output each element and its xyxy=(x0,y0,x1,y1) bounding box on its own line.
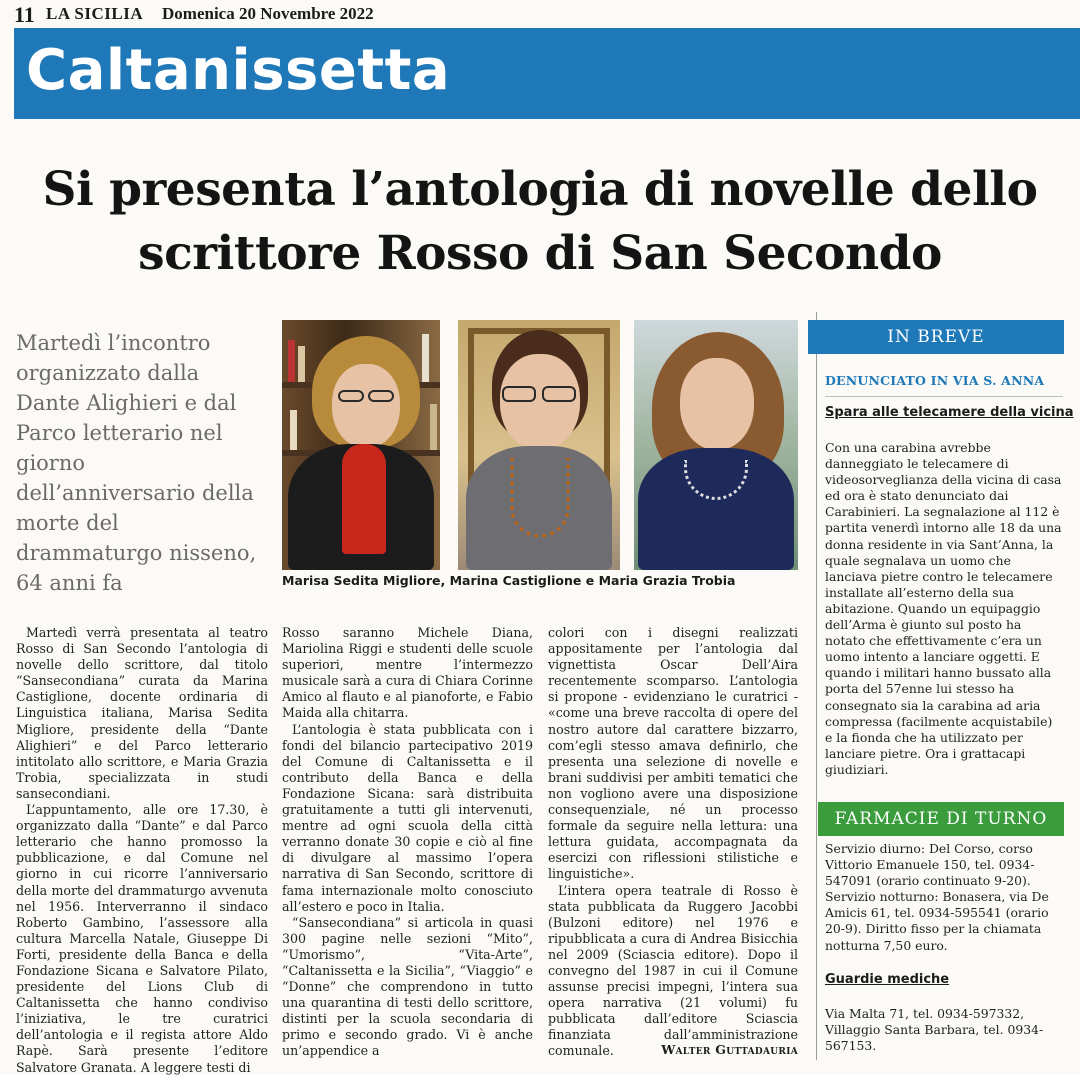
section-banner xyxy=(14,28,1080,119)
article-paragraph: “Sansecondiana” si articola in quasi 300 pagine nelle sezioni “Mito”, “Umorismo”, “Vita-Arte”, “Caltanissetta e la Sicilia”, “Viaggio” e “Donne” che comprendono in tutto una quarantina di testi dello scrittore, distinti per la scuola secondaria di primo e secondo grado. Vi è anche un’appendice a xyxy=(282,914,533,1059)
article-paragraph: Rosso saranno Michele Diana, Mariolina Riggi e studenti delle scuole superiori, mentre l’intermezzo musicale sarà a cura di Chiara Corinne Amico al flauto e al pianoforte, e Fabio Maida alla chitarra. xyxy=(282,625,533,721)
portrait-photo-3 xyxy=(634,320,798,570)
article-paragraph: L’intera opera teatrale di Rosso è stata pubblicata da Ruggero Jacobbi (Bulzoni editore) nel 1976 e ripubblicata a cura di Andrea Bisicchia nel 2009 (Sciascia editore). Dopo il convegno del 1987 in cui il Comune assunse precisi impegni, l’intera sua opera narrativa (21 volumi) fu pubblicata dall’editore Sciascia finanziata dall’amministrazione comunale. xyxy=(548,882,798,1059)
article-subhead: Martedì l’incontro organizzato dalla Dante Alighieri e dal Parco letterario nel giorno dell’anniversario della morte del drammaturgo nisseno, 64 anni fa xyxy=(16,331,257,595)
article-column-3 xyxy=(548,625,798,1060)
article-column-2 xyxy=(282,625,533,1060)
article-byline: Walter Guttadauria xyxy=(661,1042,798,1057)
article-headline: Si presenta l’antologia di novelle dello scrittore Rosso di San Secondo xyxy=(42,162,1038,281)
page-number: 11 xyxy=(14,2,35,27)
pharmacy-text: Servizio diurno: Del Corso, corso Vittorio Emanuele 150, tel. 0934-547091 (orario continuato 9-20). Servizio notturno: Bonasera, via De Amicis 61, tel. 0934-595541 (orario 20-9). Diritto fisso per la chiamata notturna 7,50 euro. xyxy=(825,841,1049,953)
article-paragraph: colori con i disegni realizzati appositamente per l’antologia dal vignettista Oscar Dell’Aira recentemente scomparso. L’antologia si propone - evidenziano le curatrici - «come una breve raccolta di opere del nostro autore dal carattere bizzarro, com’egli stesso amava definirlo, che presenta una selezione di novelle e brani suddivisi per ambiti tematici che non vogliono avere una disposizione consequenziale, né un processo formale da seguire nella lettura: una lettura guidata, accompagnata da esercizi con riflessioni stilistiche e linguistiche». xyxy=(548,625,798,882)
article-paragraph: Martedì verrà presentata al teatro Rosso di San Secondo l’antologia di novelle dello scrittore, dal titolo “Sansecondiana” curata da Marina Castiglione, docente ordinaria di Linguistica italiana, Marisa Sedita Migliore, presidente della “Dante Alighieri” e del Parco letterario intitolato allo scrittore, e Maria Grazia Trobia, specializzata in studi sansecondiani. xyxy=(16,625,268,801)
brief-title: Spara alle telecamere della vicina xyxy=(825,405,1074,420)
column-divider xyxy=(816,312,817,1060)
brief-text: Con una carabina avrebbe danneggiato le telecamere di videosorveglianza della vicina di casa ed ora è stato denunciato dai Carabinieri. La segnalazione al 112 è partita venerdì intorno alle 18 da una donna residente in via Sant’Anna, la quale segnalava un uomo che lanciava pietre contro le telecamere installate all’esterno della sua abitazione. Quando un equipaggio dell’Arma è giunto sul posto ha notato che effettivamente c’era un uomo intento a lanciare oggetti. E quando i militari hanno bussato alla porta del 57enne lui stesso ha consegnato sia la carabina ad aria compressa (facilmente acquistabile) e la fionda che ha utilizzato per lanciare pietre. Ora i grattacapi giudiziari. xyxy=(825,440,1062,777)
guardie-mediche-text: Via Malta 71, tel. 0934-597332, Villaggio Santa Barbara, tel. 0934-567153. xyxy=(825,1006,1044,1054)
pharmacy-header: FARMACIE DI TURNO xyxy=(818,802,1064,836)
newspaper-name: LA SICILIA xyxy=(46,4,144,23)
portrait-photo-1 xyxy=(282,320,440,570)
portrait-photo-2 xyxy=(458,320,620,570)
article-column-1 xyxy=(16,625,268,1075)
article-paragraph: L’appuntamento, alle ore 17.30, è organizzato dalla “Dante” e dal Parco letterario che hanno promosso la pubblicazione, e dal Comune nel giorno in cui ricorre l’anniversario della morte del drammaturgo avvenuta nel 1956. Interverranno il sindaco Roberto Gambino, l’assessore alla cultura Marcella Natale, Giuseppe Di Forti, presidente della Banca e della Fondazione Sicana e Salvatore Pilato, presidente del Lions Club di Caltanissetta che hanno condiviso l’iniziativa, le tre curatrici dell’antologia e il regista attore Aldo Rapè. Sarà presente l’editore Salvatore Granata. A leggere testi di xyxy=(16,802,268,1075)
brief-kicker: DENUNCIATO IN VIA S. ANNA xyxy=(825,373,1045,388)
photo-strip xyxy=(282,320,798,570)
in-breve-header: IN BREVE xyxy=(808,320,1064,354)
page-header-strip xyxy=(0,0,1080,28)
guardie-mediche-title: Guardie mediche xyxy=(825,972,950,987)
sidebar-divider xyxy=(825,396,1063,397)
photo-caption: Marisa Sedita Migliore, Marina Castiglione e Maria Grazia Trobia xyxy=(282,573,736,588)
issue-date: Domenica 20 Novembre 2022 xyxy=(162,4,374,23)
article-paragraph: L’antologia è stata pubblicata con i fondi del bilancio partecipativo 2019 del Comune di Caltanissetta e il contributo della Banca e della Fondazione Sicana: sarà distribuita gratuitamente a tutti gli intervenuti, mentre ad ogni scuola della città verranno donate 30 copie e ciò al fine di divulgare al massimo l’opera narrativa di San Secondo, scrittore di fama internazionale molto conosciuto all’estero e poco in Italia. xyxy=(282,721,533,914)
section-title: Caltanissetta xyxy=(26,38,451,103)
